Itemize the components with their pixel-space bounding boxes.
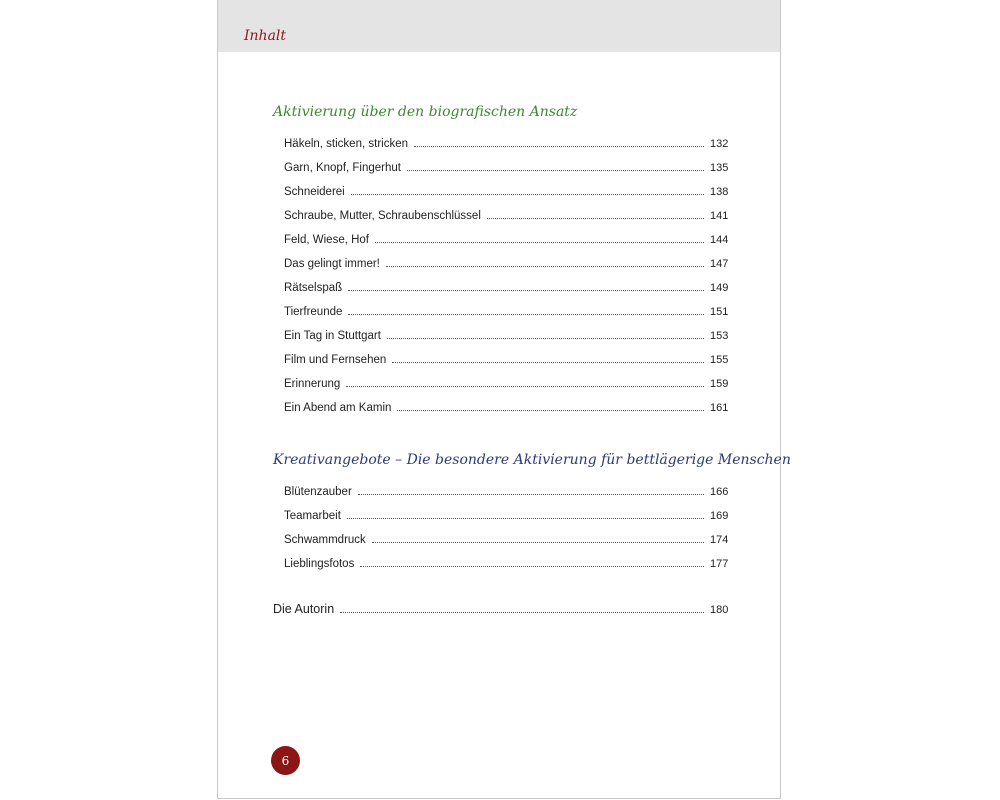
- toc-entry-page: 155: [710, 354, 729, 366]
- toc-entry-title: Film und Fernsehen: [284, 354, 387, 366]
- toc-entry-page: 161: [710, 402, 729, 414]
- document-page: [217, 0, 791, 799]
- toc-entry[interactable]: [284, 150, 728, 174]
- toc-entry-title: Rätselspaß: [284, 282, 343, 294]
- toc-entry-title: Tierfreunde: [284, 306, 343, 318]
- toc-entry[interactable]: [284, 270, 728, 294]
- toc-entry-title: Erinnerung: [284, 378, 341, 390]
- page-number-badge: 6: [271, 746, 300, 775]
- toc-entry-page: 132: [710, 138, 729, 150]
- toc-entry-author[interactable]: [273, 596, 728, 616]
- dot-leader: [346, 385, 704, 387]
- toc-entry[interactable]: [284, 390, 728, 414]
- toc-entry-title: Feld, Wiese, Hof: [284, 234, 369, 246]
- toc-entry-title: Schraube, Mutter, Schraubenschlüssel: [284, 210, 481, 222]
- dot-leader: [348, 289, 704, 291]
- toc-entry-page: 147: [710, 258, 729, 270]
- toc-entry-page: 151: [710, 306, 729, 318]
- toc-entry-page: 135: [710, 162, 729, 174]
- toc-entry-page: 166: [710, 486, 729, 498]
- dot-leader: [347, 517, 704, 519]
- toc-entry[interactable]: [284, 366, 728, 390]
- toc-entry-page: 149: [710, 282, 729, 294]
- dot-leader: [372, 541, 704, 543]
- toc-entry-page: 180: [710, 604, 729, 616]
- dot-leader: [351, 193, 704, 195]
- toc-entry-page: 141: [710, 210, 729, 222]
- toc-entry-title: Die Autorin: [273, 602, 335, 616]
- toc-entry[interactable]: [284, 126, 728, 150]
- dot-leader: [386, 265, 704, 267]
- toc-entry[interactable]: [284, 546, 728, 570]
- toc-list-kreativangebote: [284, 474, 728, 570]
- toc-entry[interactable]: [284, 246, 728, 270]
- toc-entry-title: Häkeln, sticken, stricken: [284, 138, 408, 150]
- toc-entry[interactable]: [284, 294, 728, 318]
- toc-entry[interactable]: [284, 222, 728, 246]
- toc-entry-page: 177: [710, 558, 729, 570]
- toc-entry-page: 174: [710, 534, 729, 546]
- toc-entry-title: Schneiderei: [284, 186, 345, 198]
- toc-entry[interactable]: [284, 318, 728, 342]
- dot-leader: [392, 361, 704, 363]
- dot-leader: [487, 217, 704, 219]
- toc-entry-title: Ein Abend am Kamin: [284, 402, 392, 414]
- dot-leader: [387, 337, 704, 339]
- toc-entry-title: Das gelingt immer!: [284, 258, 380, 270]
- dot-leader: [414, 145, 704, 147]
- toc-entry[interactable]: [284, 174, 728, 198]
- toc-entry-title: Lieblingsfotos: [284, 558, 355, 570]
- toc-entry-page: 153: [710, 330, 729, 342]
- section-heading-biografisch: Aktivierung über den biografischen Ansatz: [273, 104, 578, 120]
- dot-leader: [360, 565, 704, 567]
- toc-entry[interactable]: [284, 522, 728, 546]
- dot-leader: [407, 169, 704, 171]
- header-band: [218, 0, 780, 52]
- toc-entry[interactable]: [284, 198, 728, 222]
- toc-entry-page: 138: [710, 186, 729, 198]
- toc-entry[interactable]: [284, 474, 728, 498]
- toc-entry[interactable]: [284, 342, 728, 366]
- toc-entry[interactable]: [284, 498, 728, 522]
- dot-leader: [348, 313, 704, 315]
- toc-list-biografisch: [284, 126, 728, 414]
- toc-entry-page: 159: [710, 378, 729, 390]
- section-heading-kreativangebote: Kreativangebote – Die besondere Aktivierung für bettlägerige Menschen: [273, 452, 791, 468]
- toc-entry-title: Garn, Knopf, Fingerhut: [284, 162, 401, 174]
- dot-leader: [397, 409, 704, 411]
- dot-leader: [340, 611, 704, 613]
- toc-entry-title: Ein Tag in Stuttgart: [284, 330, 381, 342]
- dot-leader: [358, 493, 704, 495]
- toc-entry-title: Schwammdruck: [284, 534, 366, 546]
- toc-entry-title: Teamarbeit: [284, 510, 341, 522]
- page-header-title: Inhalt: [244, 28, 287, 44]
- dot-leader: [375, 241, 704, 243]
- toc-entry-page: 169: [710, 510, 729, 522]
- toc-entry-title: Blütenzauber: [284, 486, 352, 498]
- toc-entry-page: 144: [710, 234, 729, 246]
